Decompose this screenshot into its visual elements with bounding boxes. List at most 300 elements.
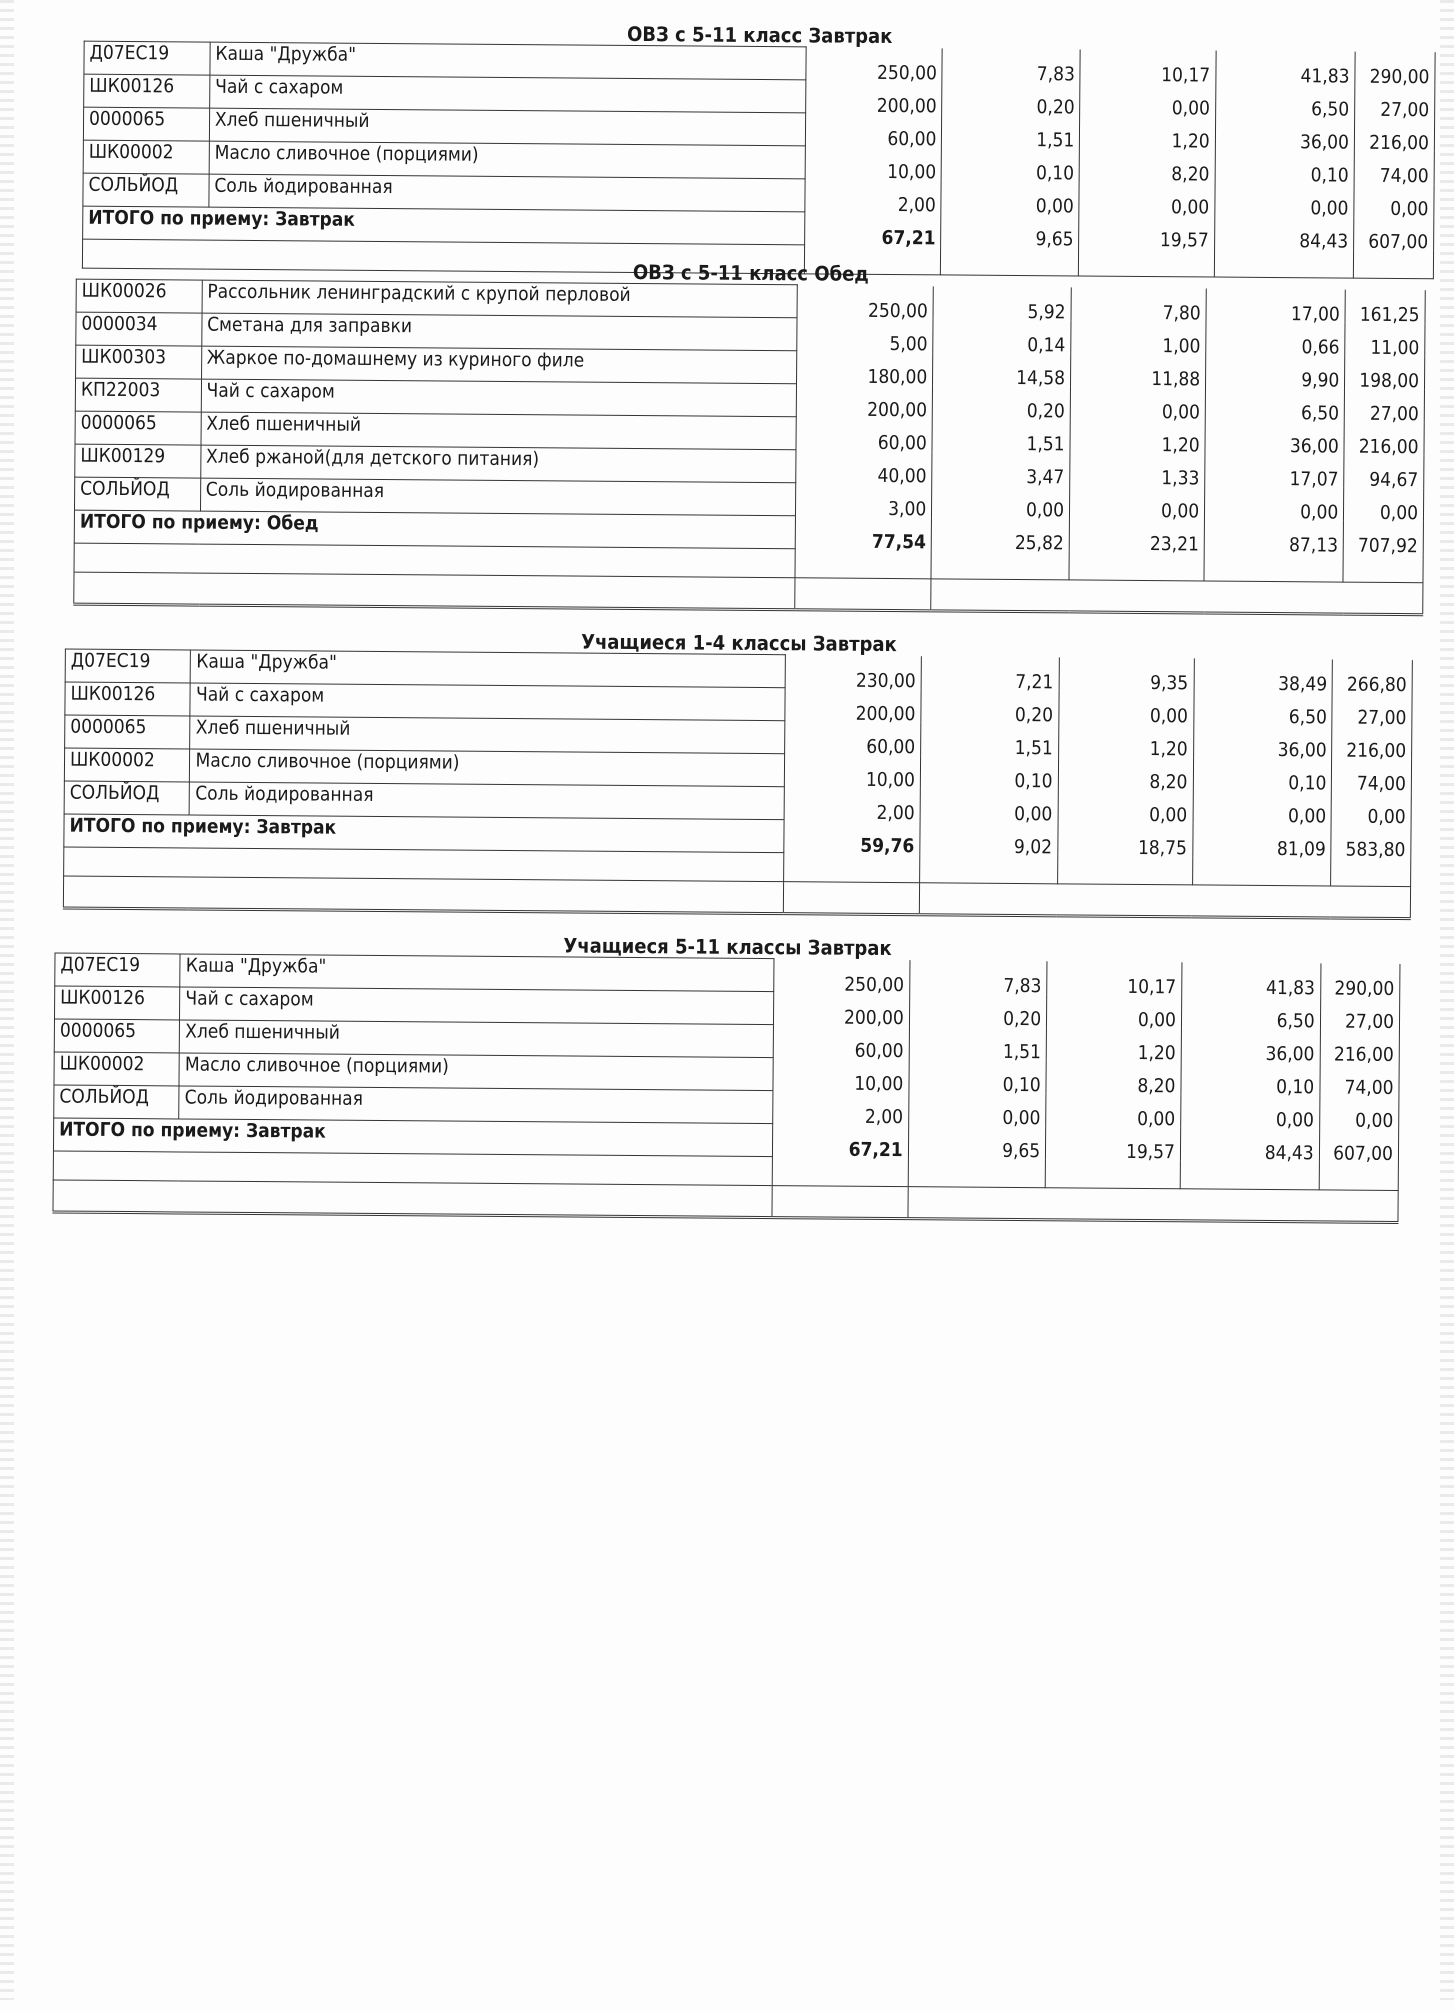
value-c3: 0,10 [1288,771,1327,794]
value-cell [1069,485,1204,522]
total-qty: 77,54 [871,530,927,553]
value-c3: 36,00 [1299,130,1350,154]
value-qty: 10,00 [865,768,915,791]
item-code: 0000065 [75,411,201,445]
value-cell [806,47,943,84]
value-c1: 0,20 [1036,95,1075,118]
value-cell [1193,757,1332,794]
value-cell [1058,789,1193,826]
value-qty: 2,00 [876,801,915,824]
total-cell [772,1124,908,1161]
value-c3: 0,00 [1275,1108,1315,1131]
value-c3: 41,83 [1265,976,1316,999]
value-c4: 27,00 [1357,706,1407,729]
empty-cell [1343,553,1423,583]
value-c4: 27,00 [1345,1010,1395,1033]
value-c3: 6,50 [1276,1009,1315,1032]
value-c4: 74,00 [1344,1076,1394,1099]
value-cell [1071,353,1206,390]
value-qty: 250,00 [844,973,905,996]
item-name: Чай с сахаром [201,379,796,417]
value-cell [1193,724,1332,761]
value-cell [784,787,921,824]
value-cell [921,656,1059,693]
empty-cell [919,883,1410,919]
value-c1: 0,14 [1027,333,1066,356]
total-c1: 9,65 [1035,227,1074,250]
value-cell [932,385,1070,422]
item-code: СОЛЬЙОД [64,781,190,815]
value-cell [1080,82,1216,120]
item-code: 0000034 [76,312,202,346]
value-cell [1058,690,1193,727]
value-c4: 74,00 [1379,164,1429,187]
value-cell [805,146,942,183]
value-c2: 1,33 [1161,466,1200,489]
value-c2: 1,20 [1171,129,1210,153]
value-c2: 11,88 [1151,367,1201,390]
value-qty: 200,00 [867,398,928,421]
value-cell [772,1091,908,1128]
value-cell [1354,117,1434,154]
value-cell [1058,723,1193,760]
item-name: Каша "Дружба" [210,42,806,80]
value-qty: 5,00 [889,332,928,355]
value-c3: 9,90 [1301,368,1340,392]
item-code: ШК00129 [75,444,201,478]
value-cell [1070,386,1205,423]
total-cell [1046,1126,1181,1163]
value-c4: 161,25 [1359,303,1420,326]
item-code: СОЛЬЙОД [83,173,209,207]
value-cell [942,114,1080,151]
total-c4: 583,80 [1345,838,1406,861]
value-cell [1070,452,1205,489]
value-c1: 5,92 [1027,300,1066,323]
value-cell [1182,962,1321,999]
total-cell [1079,214,1215,252]
value-c2: 7,80 [1162,301,1201,324]
total-c3: 84,43 [1299,229,1349,253]
value-cell [1059,657,1194,694]
total-c2: 23,21 [1149,532,1199,555]
item-name: Хлеб ржаной(для детского питания) [200,445,795,483]
value-cell [1080,148,1216,186]
item-name: Чай с сахаром [209,75,805,113]
value-cell [797,318,934,355]
total-label: ИТОГО по приему: Завтрак [64,814,784,853]
value-c4: 198,00 [1359,369,1420,392]
total-c2: 18,75 [1137,836,1187,859]
value-cell [1079,181,1215,219]
item-name: Масло сливочное (порциями) [179,1053,773,1091]
value-c3: 41,83 [1300,64,1350,88]
total-c3: 81,09 [1276,837,1326,860]
section-title: Учащиеся 5-11 классы Завтрак [563,933,892,961]
item-name: Масло сливочное (порциями) [209,141,805,179]
total-cell [1204,519,1343,557]
value-c1: 14,58 [1016,366,1066,389]
item-code: ШК00002 [54,1052,180,1086]
empty-cell [931,550,1069,580]
item-code: ШК00126 [54,986,180,1020]
value-cell [1354,150,1434,187]
total-c2: 19,57 [1159,228,1209,252]
empty-cell [74,572,795,610]
empty-cell [1192,856,1331,886]
section-title: ОВЗ с 5-11 класс Завтрак [626,21,893,49]
value-c4: 216,00 [1358,435,1419,458]
value-c1: 0,20 [1026,399,1065,422]
value-cell [1071,320,1206,357]
total-cell [1069,518,1204,555]
value-cell [909,960,1047,997]
total-label: ИТОГО по приему: Завтрак [83,206,805,245]
value-cell [1205,387,1344,425]
value-c1: 0,20 [1014,703,1054,726]
value-cell [908,1092,1046,1129]
value-cell [796,351,933,388]
menu-table [73,279,1426,617]
value-c4: 216,00 [1346,739,1407,762]
total-cell [1180,1127,1319,1164]
value-cell [1215,83,1355,121]
item-code: Д07ЕС19 [55,953,181,987]
value-cell [773,1058,909,1095]
value-c3: 0,00 [1310,196,1349,220]
item-name: Каша "Дружба" [180,954,774,992]
value-cell [1344,454,1424,491]
value-cell [795,483,932,520]
value-qty: 2,00 [897,193,936,216]
value-c2: 1,00 [1162,334,1201,357]
value-c3: 17,07 [1289,467,1339,491]
value-qty: 60,00 [877,431,927,454]
total-qty: 67,21 [881,226,936,249]
value-cell [1046,1093,1181,1130]
value-c3: 0,10 [1276,1075,1315,1098]
value-c4: 290,00 [1334,977,1395,1000]
item-code: ШК00126 [65,682,191,716]
empty-cell [783,853,919,883]
total-cell [804,212,941,249]
value-cell [773,959,909,996]
item-name: Хлеб пшеничный [201,412,796,450]
item-name: Жаркое по-домашнему из куриного филе [201,346,796,384]
item-name: Хлеб пшеничный [190,716,784,754]
value-cell [1058,756,1193,793]
total-cell [1343,520,1423,557]
section-ovz-breakfast [82,19,1436,280]
value-cell [1206,288,1345,326]
value-cell [909,1059,1047,1096]
value-c1: 7,83 [1003,974,1042,997]
empty-cell [63,876,783,914]
value-c3: 6,50 [1311,97,1350,121]
value-c2: 0,00 [1149,803,1188,826]
value-qty: 200,00 [876,94,937,117]
value-qty: 180,00 [867,365,928,388]
value-cell [932,418,1070,455]
value-cell [921,689,1059,726]
value-c1: 0,00 [1002,1106,1041,1129]
value-cell [1215,116,1355,154]
menu-table [52,952,1400,1224]
value-cell [796,384,933,421]
value-c4: 0,00 [1367,805,1406,828]
value-c1: 7,83 [1036,62,1075,85]
value-cell [1193,790,1332,827]
total-c1: 9,02 [1013,835,1053,858]
value-cell [1355,51,1435,88]
value-c4: 290,00 [1369,65,1430,88]
total-label: ИТОГО по приему: Завтрак [53,1118,772,1157]
value-cell [932,484,1070,521]
value-cell [1047,994,1182,1031]
value-cell [1345,322,1425,359]
empty-cell [920,854,1058,884]
value-qty: 230,00 [855,669,916,692]
value-qty: 10,00 [854,1072,904,1095]
item-name: Чай с сахаром [190,683,784,721]
value-c3: 38,49 [1278,672,1328,695]
value-c1: 3,47 [1026,465,1065,488]
total-cell [920,821,1058,858]
total-c2: 19,57 [1125,1140,1175,1163]
value-cell [795,450,932,487]
value-c1: 0,10 [1014,769,1053,792]
value-c3: 0,66 [1301,335,1340,359]
value-cell [1046,1027,1181,1064]
item-name: Соль йодированная [209,174,805,212]
value-cell [805,80,942,117]
value-c1: 7,21 [1015,670,1054,693]
value-cell [920,755,1058,792]
total-cell [941,213,1079,250]
item-name: Каша "Дружба" [191,650,785,688]
empty-cell [795,549,932,579]
value-cell [1344,388,1424,425]
value-cell [1194,658,1333,695]
value-c4: 0,00 [1355,1109,1394,1132]
item-name: Рассольник ленинградский с крупой перловой [202,280,797,318]
empty-cell [1045,1159,1180,1189]
value-qty: 200,00 [855,702,916,725]
value-cell [796,417,933,454]
value-cell [1320,1029,1400,1066]
value-cell [797,285,934,322]
value-c2: 1,20 [1149,737,1188,760]
value-c1: 1,51 [1002,1040,1042,1063]
value-cell [784,721,921,758]
total-qty: 67,21 [848,1138,903,1161]
value-c4: 216,00 [1369,131,1430,154]
empty-cell [908,1187,1398,1223]
value-c2: 10,17 [1161,63,1211,87]
value-c3: 0,00 [1300,500,1339,524]
value-cell [785,655,922,692]
total-cell [931,517,1069,554]
value-c3: 0,10 [1310,163,1349,187]
value-qty: 200,00 [843,1006,904,1029]
value-cell [1332,692,1412,729]
total-c1: 9,65 [1002,1139,1041,1162]
item-code: Д07ЕС19 [84,41,210,75]
value-cell [1354,183,1434,220]
item-code: ШК00002 [64,748,190,782]
value-c3: 36,00 [1289,434,1339,458]
item-code: ШК00303 [76,345,202,379]
value-c4: 94,67 [1369,468,1419,491]
value-c1: 1,51 [1026,432,1065,455]
value-qty: 250,00 [867,299,928,322]
value-cell [1319,1095,1399,1132]
value-c4: 74,00 [1356,772,1406,795]
section-ovz-lunch [73,257,1426,617]
value-cell [1333,659,1413,696]
value-cell [1320,1062,1400,1099]
empty-cell [1331,857,1411,887]
item-code: Д07ЕС19 [65,649,191,683]
value-cell [933,286,1071,323]
empty-cell [772,1186,908,1219]
value-cell [1181,995,1320,1032]
value-cell [932,451,1070,488]
value-cell [941,180,1079,217]
total-cell [1319,1128,1399,1165]
value-cell [1206,321,1345,359]
value-cell [942,81,1080,118]
section-grades-1-4-breakfast [63,627,1413,921]
value-c2: 1,20 [1137,1041,1176,1064]
empty-cell [908,1158,1046,1188]
value-cell [1080,49,1216,87]
item-code: ШК00026 [76,279,202,313]
total-c3: 87,13 [1289,533,1339,557]
value-cell [785,688,922,725]
item-name: Соль йодированная [190,782,784,820]
value-c1: 0,00 [1025,498,1065,521]
value-c4: 27,00 [1380,98,1430,121]
value-c4: 11,00 [1370,336,1420,359]
empty-cell [1057,855,1192,885]
value-cell [773,1025,909,1062]
item-name: Соль йодированная [200,478,795,516]
value-cell [1345,355,1425,392]
total-cell [1057,822,1192,859]
value-cell [1206,354,1345,392]
value-c2: 0,00 [1137,1107,1176,1130]
value-cell [1215,149,1355,187]
value-c2: 10,17 [1127,975,1177,998]
total-c1: 25,82 [1014,531,1064,554]
value-qty: 2,00 [864,1105,904,1128]
value-cell [1205,453,1344,491]
value-c4: 0,00 [1390,197,1429,220]
item-code: 0000065 [83,107,209,141]
value-cell [1193,691,1332,728]
value-qty: 3,00 [888,497,927,520]
value-cell [773,992,909,1029]
value-cell [784,754,921,791]
value-qty: 60,00 [887,127,937,150]
value-cell [1070,419,1205,456]
value-cell [1345,289,1425,326]
value-cell [1215,182,1355,220]
value-cell [805,179,942,216]
value-c1: 0,00 [1035,194,1074,217]
item-code: КП22003 [75,378,201,412]
value-c1: 0,10 [1035,161,1075,184]
value-qty: 10,00 [887,160,937,183]
value-cell [1046,1060,1181,1097]
total-c4: 607,00 [1333,1142,1394,1165]
value-cell [942,147,1080,184]
value-cell [933,352,1071,389]
value-c2: 0,00 [1161,499,1200,522]
total-label: ИТОГО по приему: Обед [74,510,795,549]
empty-cell [1069,551,1204,581]
value-cell [1071,287,1206,324]
menu-table [63,649,1413,921]
total-c4: 607,00 [1368,230,1429,253]
value-cell [1047,961,1182,998]
item-name: Чай с сахаром [180,987,774,1025]
value-c3: 17,00 [1290,302,1340,326]
value-cell [909,1026,1047,1063]
menu-table [82,41,1436,280]
value-cell [1181,1028,1320,1065]
value-qty: 250,00 [877,61,937,84]
total-cell [1354,216,1434,253]
value-c4: 27,00 [1369,402,1419,425]
value-cell [1181,1094,1320,1131]
item-code: 0000065 [65,715,191,749]
value-cell [1080,115,1216,153]
value-c1: 1,51 [1014,736,1053,759]
total-cell [908,1125,1046,1162]
value-cell [1205,486,1344,524]
item-name: Масло сливочное (порциями) [190,749,784,787]
value-cell [1320,963,1400,1000]
item-name: Хлеб пшеничный [180,1020,774,1058]
value-cell [1332,791,1412,828]
value-cell [1332,725,1412,762]
value-c3: 36,00 [1265,1042,1315,1065]
total-cell [1214,215,1354,253]
empty-cell [931,579,1423,615]
total-cell [795,516,932,553]
item-code: ШК00126 [84,74,210,108]
value-qty: 60,00 [854,1039,904,1062]
empty-cell [53,1180,772,1218]
total-cell [1192,823,1331,860]
value-c2: 8,20 [1171,162,1210,186]
value-c3: 6,50 [1300,401,1340,425]
total-cell [784,820,921,857]
empty-cell [1204,552,1343,582]
total-c4: 707,92 [1357,534,1418,557]
total-cell [1331,824,1411,861]
value-c4: 216,00 [1333,1043,1394,1066]
value-c3: 36,00 [1277,738,1327,761]
value-cell [921,722,1059,759]
empty-cell [783,882,920,915]
item-name: Сметана для заправки [201,313,796,351]
value-cell [1320,996,1400,1033]
value-c3: 0,00 [1287,804,1327,827]
value-cell [805,113,942,150]
